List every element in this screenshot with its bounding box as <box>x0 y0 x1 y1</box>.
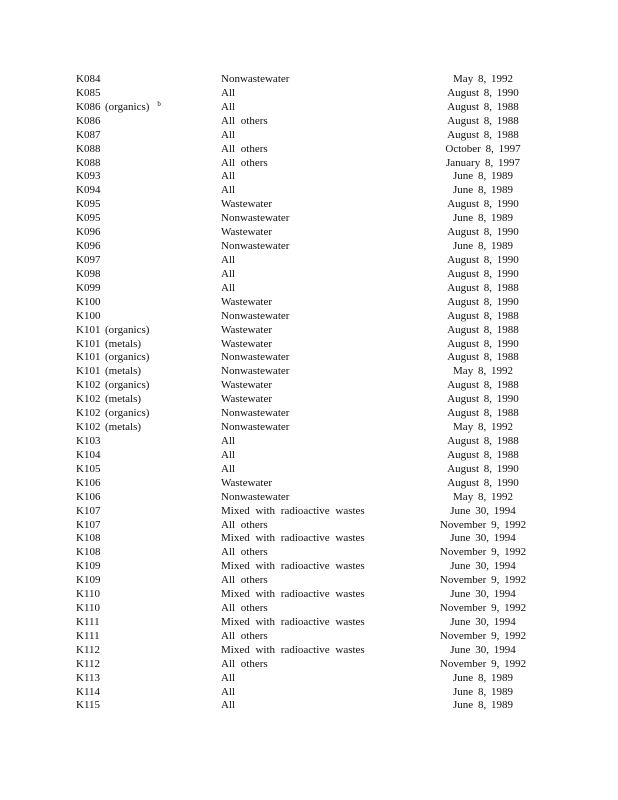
waste-qualifier-text: (metals) <box>105 421 142 434</box>
waste-code: K105 <box>76 462 101 475</box>
waste-subcategory: All <box>221 462 236 475</box>
waste-qualifier <box>105 338 141 352</box>
effective-date: June 8, 1989 <box>453 240 513 253</box>
waste-qualifier-text: (organics) <box>105 323 150 336</box>
table-row <box>76 379 546 393</box>
effective-date: August 8, 1990 <box>447 476 519 489</box>
waste-subcategory: All others <box>221 142 268 155</box>
waste-code: K110 <box>76 588 101 601</box>
effective-date: August 8, 1990 <box>447 295 519 308</box>
table-row <box>76 365 546 379</box>
effective-date: August 8, 1988 <box>447 434 519 447</box>
table-row <box>76 421 546 435</box>
waste-code: K101 <box>76 365 101 378</box>
waste-qualifier-text: (organics) <box>105 407 150 420</box>
waste-code: K087 <box>76 128 101 141</box>
waste-code: K094 <box>76 184 101 197</box>
waste-code: K112 <box>76 657 101 670</box>
effective-date: June 30, 1994 <box>450 643 516 656</box>
table-row <box>76 672 546 686</box>
table-row <box>76 699 546 713</box>
effective-date: November 9, 1992 <box>439 602 527 615</box>
waste-subcategory: Nonwastewater <box>221 212 290 225</box>
table-row <box>76 338 546 352</box>
waste-subcategory: Wastewater <box>221 476 273 489</box>
waste-code: K093 <box>76 170 101 183</box>
table-row <box>76 87 546 101</box>
waste-subcategory: All <box>221 128 236 141</box>
waste-subcategory: All <box>221 434 236 447</box>
table-row <box>76 407 546 421</box>
waste-subcategory: All others <box>221 518 268 531</box>
table-row <box>76 212 546 226</box>
footnote-marker: b <box>157 99 161 108</box>
effective-date: August 8, 1990 <box>447 337 519 350</box>
waste-subcategory: Nonwastewater <box>221 421 290 434</box>
effective-date: August 8, 1988 <box>447 128 519 141</box>
waste-code: K100 <box>76 309 101 322</box>
effective-date: June 8, 1989 <box>453 685 513 698</box>
waste-code-table <box>76 73 546 713</box>
effective-date: January 8, 1997 <box>446 156 520 169</box>
waste-subcategory: All <box>221 100 236 113</box>
waste-code: K102 <box>76 407 101 420</box>
waste-qualifier-text: (metals) <box>105 393 142 406</box>
effective-date: August 8, 1990 <box>447 226 519 239</box>
waste-code: K086 <box>76 100 101 113</box>
waste-subcategory: Wastewater <box>221 295 273 308</box>
effective-date: June 8, 1989 <box>453 170 513 183</box>
waste-subcategory: All others <box>221 629 268 642</box>
waste-subcategory: Mixed with radioactive wastes <box>221 615 365 628</box>
waste-code: K109 <box>76 560 101 573</box>
table-row <box>76 644 546 658</box>
effective-date: May 8, 1992 <box>453 490 513 503</box>
effective-date: May 8, 1992 <box>453 365 513 378</box>
effective-date: August 8, 1990 <box>447 267 519 280</box>
waste-code: K085 <box>76 86 101 99</box>
table-row <box>76 129 546 143</box>
effective-date: June 30, 1994 <box>450 560 516 573</box>
waste-subcategory: Nonwastewater <box>221 351 290 364</box>
waste-subcategory: Nonwastewater <box>221 365 290 378</box>
waste-code: K102 <box>76 379 101 392</box>
table-row <box>76 226 546 240</box>
table-row <box>76 658 546 672</box>
waste-qualifier <box>105 101 161 116</box>
waste-subcategory: All <box>221 671 236 684</box>
table-row <box>76 491 546 505</box>
waste-subcategory: Wastewater <box>221 393 273 406</box>
waste-code: K108 <box>76 546 101 559</box>
table-row <box>76 686 546 700</box>
effective-date: June 30, 1994 <box>450 615 516 628</box>
effective-date: August 8, 1990 <box>447 393 519 406</box>
waste-qualifier <box>105 407 149 421</box>
effective-date: May 8, 1992 <box>453 421 513 434</box>
waste-subcategory: All others <box>221 574 268 587</box>
effective-date: June 30, 1994 <box>450 532 516 545</box>
waste-code: K095 <box>76 198 101 211</box>
waste-code: K101 <box>76 337 101 350</box>
waste-code: K103 <box>76 434 101 447</box>
table-row <box>76 254 546 268</box>
waste-code: K113 <box>76 671 101 684</box>
effective-date: June 30, 1994 <box>450 588 516 601</box>
table-row <box>76 198 546 212</box>
effective-date: November 9, 1992 <box>439 518 527 531</box>
waste-subcategory: Wastewater <box>221 379 273 392</box>
waste-subcategory: Wastewater <box>221 226 273 239</box>
waste-code: K096 <box>76 240 101 253</box>
waste-code: K107 <box>76 518 101 531</box>
waste-subcategory: All <box>221 170 236 183</box>
effective-date: August 8, 1990 <box>447 462 519 475</box>
waste-subcategory: All <box>221 281 236 294</box>
waste-subcategory: Nonwastewater <box>221 490 290 503</box>
table-row <box>76 463 546 477</box>
waste-code: K111 <box>76 629 100 642</box>
table-row <box>76 184 546 198</box>
effective-date: August 8, 1988 <box>447 114 519 127</box>
waste-subcategory: Mixed with radioactive wastes <box>221 504 365 517</box>
waste-subcategory: All <box>221 699 236 712</box>
waste-code: K084 <box>76 73 101 85</box>
effective-date: June 30, 1994 <box>450 504 516 517</box>
table-row <box>76 143 546 157</box>
effective-date: August 8, 1988 <box>447 309 519 322</box>
waste-code: K095 <box>76 212 101 225</box>
waste-subcategory: Nonwastewater <box>221 240 290 253</box>
table-row <box>76 101 546 115</box>
waste-code: K111 <box>76 615 100 628</box>
table-row <box>76 560 546 574</box>
table-row <box>76 505 546 519</box>
waste-code: K107 <box>76 504 101 517</box>
effective-date: June 8, 1989 <box>453 184 513 197</box>
waste-qualifier-text: (organics) <box>105 351 150 364</box>
effective-date: August 8, 1988 <box>447 281 519 294</box>
effective-date: August 8, 1988 <box>447 379 519 392</box>
effective-date: August 8, 1988 <box>447 323 519 336</box>
waste-qualifier-text: (metals) <box>105 365 142 378</box>
waste-code: K110 <box>76 602 101 615</box>
table-row <box>76 115 546 129</box>
waste-subcategory: All others <box>221 114 268 127</box>
waste-code: K088 <box>76 156 101 169</box>
effective-date: November 9, 1992 <box>439 657 527 670</box>
effective-date: November 9, 1992 <box>439 546 527 559</box>
table-row <box>76 240 546 254</box>
table-row <box>76 324 546 338</box>
waste-code: K108 <box>76 532 101 545</box>
waste-code: K104 <box>76 448 101 461</box>
table-row <box>76 157 546 171</box>
table-row <box>76 616 546 630</box>
waste-code: K099 <box>76 281 101 294</box>
waste-qualifier-text: (organics) <box>105 379 150 392</box>
effective-date: August 8, 1990 <box>447 86 519 99</box>
waste-subcategory: All <box>221 685 236 698</box>
table-row <box>76 296 546 310</box>
effective-date: June 8, 1989 <box>453 212 513 225</box>
waste-subcategory: All <box>221 86 236 99</box>
waste-subcategory: All others <box>221 657 268 670</box>
effective-date: October 8, 1997 <box>445 142 521 155</box>
effective-date: June 8, 1989 <box>453 671 513 684</box>
waste-subcategory: Wastewater <box>221 198 273 211</box>
table-row <box>76 282 546 296</box>
table-row <box>76 588 546 602</box>
waste-subcategory: All <box>221 267 236 280</box>
waste-subcategory: Mixed with radioactive wastes <box>221 588 365 601</box>
waste-subcategory: Mixed with radioactive wastes <box>221 643 365 656</box>
table-row <box>76 351 546 365</box>
waste-code: K102 <box>76 393 101 406</box>
waste-code: K114 <box>76 685 101 698</box>
waste-code: K109 <box>76 574 101 587</box>
waste-subcategory: Nonwastewater <box>221 73 290 85</box>
waste-code: K086 <box>76 114 101 127</box>
waste-subcategory: Mixed with radioactive wastes <box>221 532 365 545</box>
waste-subcategory: Wastewater <box>221 323 273 336</box>
waste-subcategory: Wastewater <box>221 337 273 350</box>
table-row <box>76 630 546 644</box>
table-row <box>76 546 546 560</box>
table-row <box>76 519 546 533</box>
waste-subcategory: Nonwastewater <box>221 309 290 322</box>
waste-qualifier <box>105 393 141 407</box>
waste-code: K106 <box>76 476 101 489</box>
effective-date: May 8, 1992 <box>453 73 513 85</box>
waste-code: K097 <box>76 253 101 266</box>
waste-code: K100 <box>76 295 101 308</box>
waste-code: K115 <box>76 699 101 712</box>
waste-code: K102 <box>76 421 101 434</box>
table-row <box>76 532 546 546</box>
waste-qualifier <box>105 351 149 365</box>
waste-code: K101 <box>76 351 101 364</box>
table-row <box>76 310 546 324</box>
waste-code: K106 <box>76 490 101 503</box>
waste-subcategory: All others <box>221 156 268 169</box>
waste-subcategory: All <box>221 253 236 266</box>
effective-date: August 8, 1988 <box>447 407 519 420</box>
waste-subcategory: Mixed with radioactive wastes <box>221 560 365 573</box>
waste-subcategory: All <box>221 448 236 461</box>
waste-qualifier <box>105 421 141 435</box>
table-row <box>76 435 546 449</box>
waste-subcategory: All <box>221 184 236 197</box>
effective-date: June 8, 1989 <box>453 699 513 712</box>
waste-qualifier-text: (metals) <box>105 337 142 350</box>
waste-subcategory: All others <box>221 602 268 615</box>
waste-code: K098 <box>76 267 101 280</box>
table-row <box>76 477 546 491</box>
table-row <box>76 393 546 407</box>
waste-qualifier <box>105 379 149 393</box>
waste-qualifier <box>105 324 149 338</box>
table-row <box>76 449 546 463</box>
waste-subcategory: Nonwastewater <box>221 407 290 420</box>
waste-code: K088 <box>76 142 101 155</box>
effective-date: August 8, 1988 <box>447 100 519 113</box>
waste-code: K096 <box>76 226 101 239</box>
effective-date: November 9, 1992 <box>439 629 527 642</box>
waste-subcategory: All others <box>221 546 268 559</box>
effective-date: August 8, 1988 <box>447 448 519 461</box>
table-row <box>76 602 546 616</box>
effective-date: November 9, 1992 <box>439 574 527 587</box>
effective-date: August 8, 1988 <box>447 351 519 364</box>
table-row <box>76 73 546 87</box>
table-row <box>76 268 546 282</box>
table-row <box>76 574 546 588</box>
waste-qualifier-text: (organics) <box>105 100 150 113</box>
effective-date: August 8, 1990 <box>447 253 519 266</box>
waste-code: K101 <box>76 323 101 336</box>
effective-date: August 8, 1990 <box>447 198 519 211</box>
waste-qualifier <box>105 365 141 379</box>
waste-code: K112 <box>76 643 101 656</box>
table-row <box>76 170 546 184</box>
